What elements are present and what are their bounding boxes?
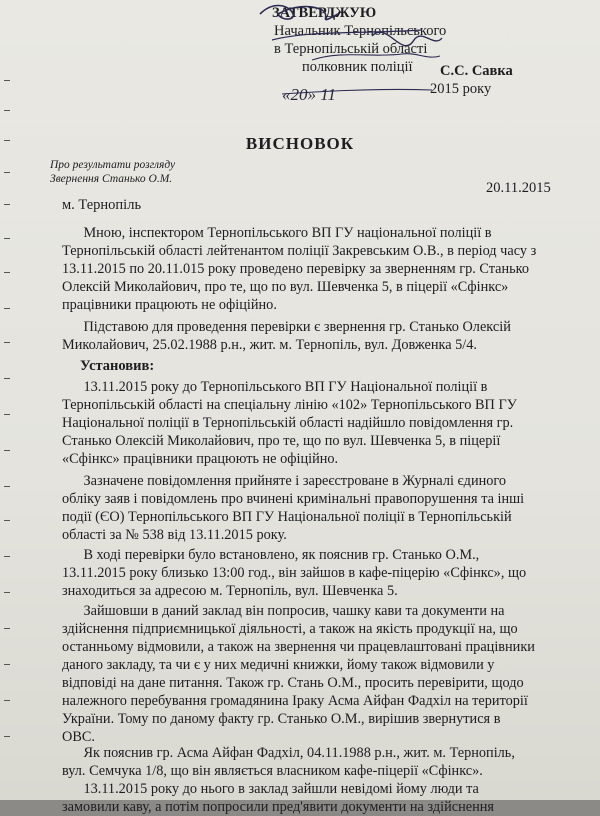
approver-name: С.С. Савка xyxy=(440,63,513,79)
paragraph-3: В ході перевірки було встановлено, як пояснив гр. Станько О.М., 13.11.2015 року близько 13:00 год., він зайшов в кафе-піцерію «Сфінкс», що знаходиться за адресою м. Тернопіль, вул. Шевченка 5. xyxy=(62,547,527,599)
document-subject: Про результати розгляду Звернення Станько О.М. xyxy=(50,159,176,185)
paragraph-2: Зазначене повідомлення прийняте і зареєстроване в Журналі єдиного обліку заяв і повідомлень про вчинені кримінальні правопорушення та інші події (ЄО) Тернопільського ВП ГУ Національної поліції в Тернопільській області за № 538 від 13.11.2015 року. xyxy=(62,473,525,543)
established-heading: Установив: xyxy=(80,358,155,374)
approval-line-2: Начальник Тернопільського xyxy=(274,23,447,39)
document-date: 20.11.2015 xyxy=(486,180,551,196)
approval-line-3: в Тернопільській області xyxy=(274,41,428,57)
approval-line-4: полковник поліції xyxy=(302,59,413,75)
document-title: ВИСНОВОК xyxy=(245,134,355,153)
approval-line-1: ЗАТВЕРДЖУЮ xyxy=(272,5,377,21)
intro-paragraph: Мною, інспектором Тернопільського ВП ГУ національної поліції в Тернопільській області лейтенантом поліції Закревським О.В., в період часу з 13.11.2015 по 20.11.015 року проведено перевірку за зверненням гр. Станько Олексій Миколайович, про те, що по вул. Шевченка 5, в піцерії «Сфінкс» працівники працюють не офіційно. xyxy=(62,225,537,313)
paragraph-1: 13.11.2015 року до Тернопільського ВП ГУ Національної поліції в Тернопільській області на спеціальну лінію «102» Тернопільського ВП ГУ Національної поліції в Тернопільській області надійшло повідомлення гр. Станько Олексій Миколайович, про те, що по вул. Шевченка 5, в піцерії «Сфінкс» працівники працюють не офіційно. xyxy=(62,379,517,467)
document-city: м. Тернопіль xyxy=(62,197,142,213)
approval-year: 2015 року xyxy=(430,81,492,97)
paragraph-4: Зайшовши в даний заклад він попросив, чашку кави та документи на здійснення підприємницької діяльності, а також на якість продукції на, що останньому відмовили, а також на звернення чи працевлаштовані працівники даного закладу, та чи є у них медичні книжки, йому також відмовили у відповіді на дане питання. Також гр. Стань О.М., просить перевірити, щодо належного перебування громадянина Іраку Асма Айфан Фадхіл на території України. Тому по даному факту гр. Станько О.М., вирішив звернутися в ОВС. xyxy=(62,603,535,745)
basis-paragraph: Підставою для проведення перевірки є звернення гр. Станько Олексій Миколайович, 25.02.1988 р.н., жит. м. Тернопіль, вул. Довженка 5/4. xyxy=(62,319,511,353)
approval-date: «20» 11 xyxy=(282,85,336,104)
punch-holes xyxy=(4,80,12,780)
paragraph-5: Як пояснив гр. Асма Айфан Фадхіл, 04.11.1988 р.н., жит. м. Тернопіль, вул. Семчука 1/8, що він являється власником кафе-піцерії «Сфінкс». 13.11.2015 року до нього в заклад зайшли невідомі йому люди та замовили каву, а потім попросили пред'явити документи на здійснення xyxy=(62,745,515,815)
